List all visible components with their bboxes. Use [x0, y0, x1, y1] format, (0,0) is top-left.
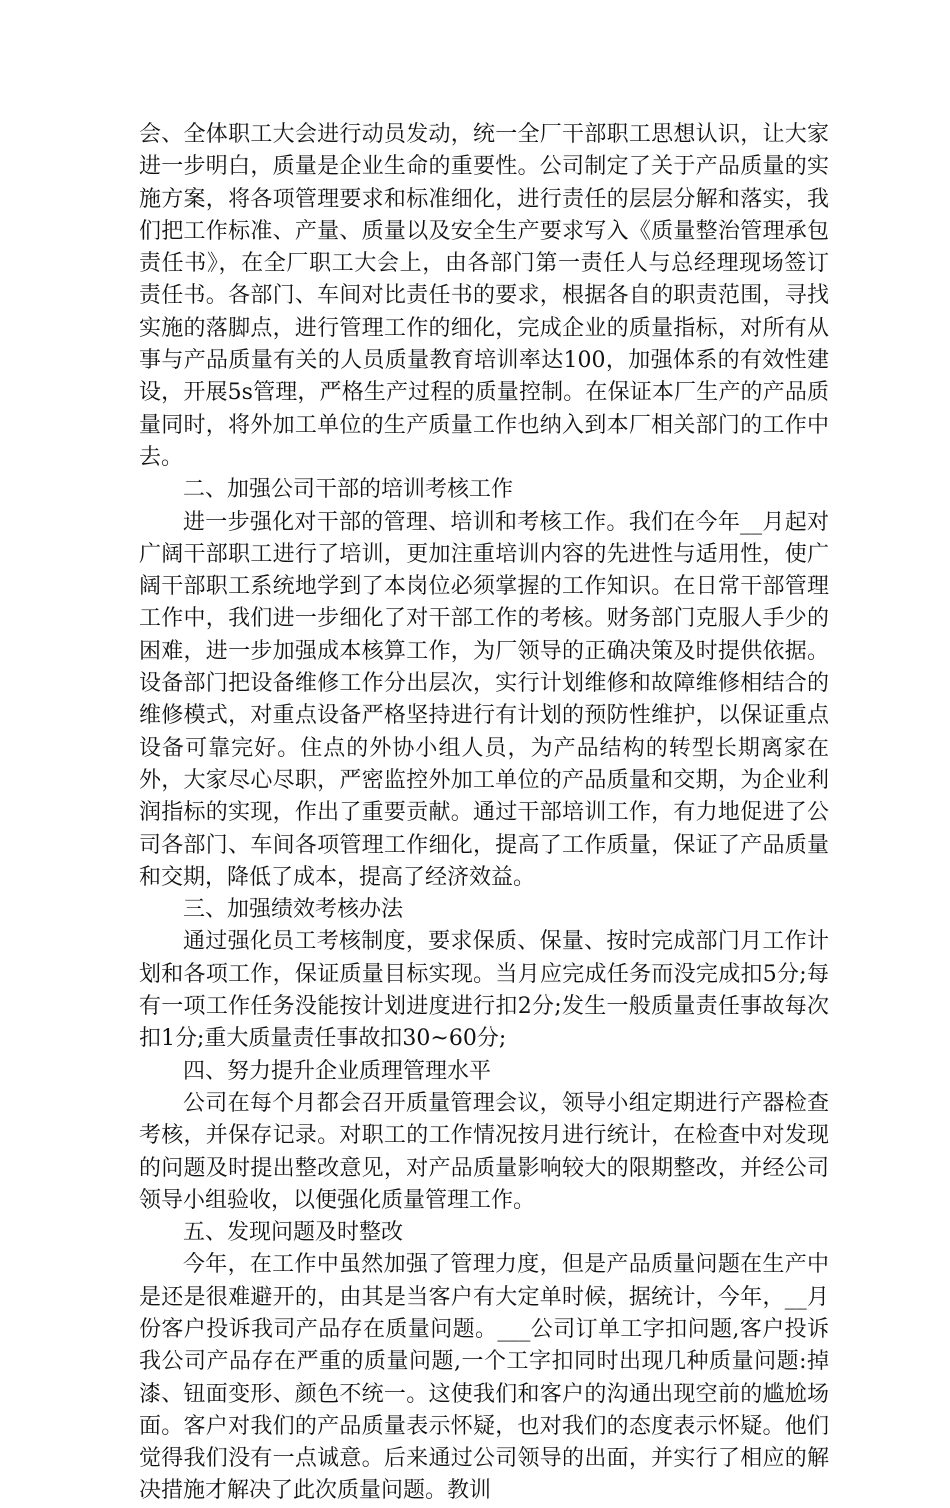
paragraph-quality-mobilization: 会、全体职工大会进行动员发动，统一全厂干部职工思想认识，让大家进一步明白，质量是企业生命的重要性。公司制定了关于产品质量的实施方案，将各项管理要求和标准细化，进行责任的层层分解和落实，我们把工作标准、产量、质量以及安全生产要求写入《质量整治管理承包责任书》，在全厂职工大会上，由各部门第一责任人与总经理现场签订责任书。各部门、车间对比责任书的要求，根据各自的职责范围，寻找实施的落脚点，进行管理工作的细化，完成企业的质量指标，对所有从事与产品质量有关的人员质量教育培训率达100，加强体系的有效性建设，开展5s管理，严格生产过程的质量控制。在保证本厂生产的产品质量同时，将外加工单位的生产质量工作也纳入到本厂相关部门的工作中去。 [139, 122, 829, 470]
paragraph-performance-appraisal: 通过强化员工考核制度，要求保质、保量、按时完成部门月工作计划和各项工作，保证质量目标实现。当月应完成任务而没完成扣5分;每有一项工作任务没能按计划进度进行扣2分;发生一般质量责任事故每次扣1分;重大质量责任事故扣30~60分; [139, 929, 829, 1052]
paragraph-cadre-training: 进一步强化对干部的管理、培训和考核工作。我们在今年__月起对广阔干部职工进行了培训，更加注重培训内容的先进性与适用性，使广阔干部职工系统地学到了本岗位必须掌握的工作知识。在日常干部管理工作中，我们进一步细化了对干部工作的考核。财务部门克服人手少的困难，进一步加强成本核算工作，为厂领导的正确决策及时提供依据。设备部门把设备维修工作分出层次，实行计划维修和故障维修相结合的维修模式，对重点设备严格坚持进行有计划的预防性维护，以保证重点设备可靠完好。住点的外协小组人员，为产品结构的转型长期离家在外，大家尽心尽职，严密监控外加工单位的产品质量和交期，为企业利润指标的实现，作出了重要贡献。通过干部培训工作，有力地促进了公司各部门、车间各项管理工作细化，提高了工作质量，保证了产品质量和交期，降低了成本，提高了经济效益。 [139, 509, 829, 890]
paragraph-quality-management-level: 公司在每个月都会召开质量管理会议，领导小组定期进行产器检查考核，并保存记录。对职工的工作情况按月进行统计，在检查中对发现的问题及时提出整改意见，对产品质量影响较大的限期整改，并经公司领导小组验收，以便强化质量管理工作。 [139, 1090, 829, 1213]
document-body [139, 119, 829, 1508]
section-heading-quality-management-level: 四、努力提升企业质理管理水平 [183, 1058, 492, 1084]
section-heading-performance-appraisal: 三、加强绩效考核办法 [183, 897, 404, 923]
paragraph-rectification: 今年，在工作中虽然加强了管理力度，但是产品质量问题在生产中是还是很难避开的，由其是当客户有大定单时候，据统计，今年，__月份客户投诉我司产品存在质量问题。___公司订单工字扣问题,客户投诉我公司产品存在严重的质量问题,一个工字扣同时出现几种质量问题:掉漆、钮面变形、颜色不统一。这使我们和客户的沟通出现空前的尴尬场面。客户对我们的产品质量表示怀疑，也对我们的态度表示怀疑。他们觉得我们没有一点诚意。后来通过公司领导的出面，并实行了相应的解决措施才解决了此次质量问题。教训 [139, 1252, 829, 1504]
section-heading-rectification: 五、发现问题及时整改 [183, 1220, 404, 1246]
section-heading-cadre-training: 二、加强公司干部的培训考核工作 [183, 477, 514, 503]
